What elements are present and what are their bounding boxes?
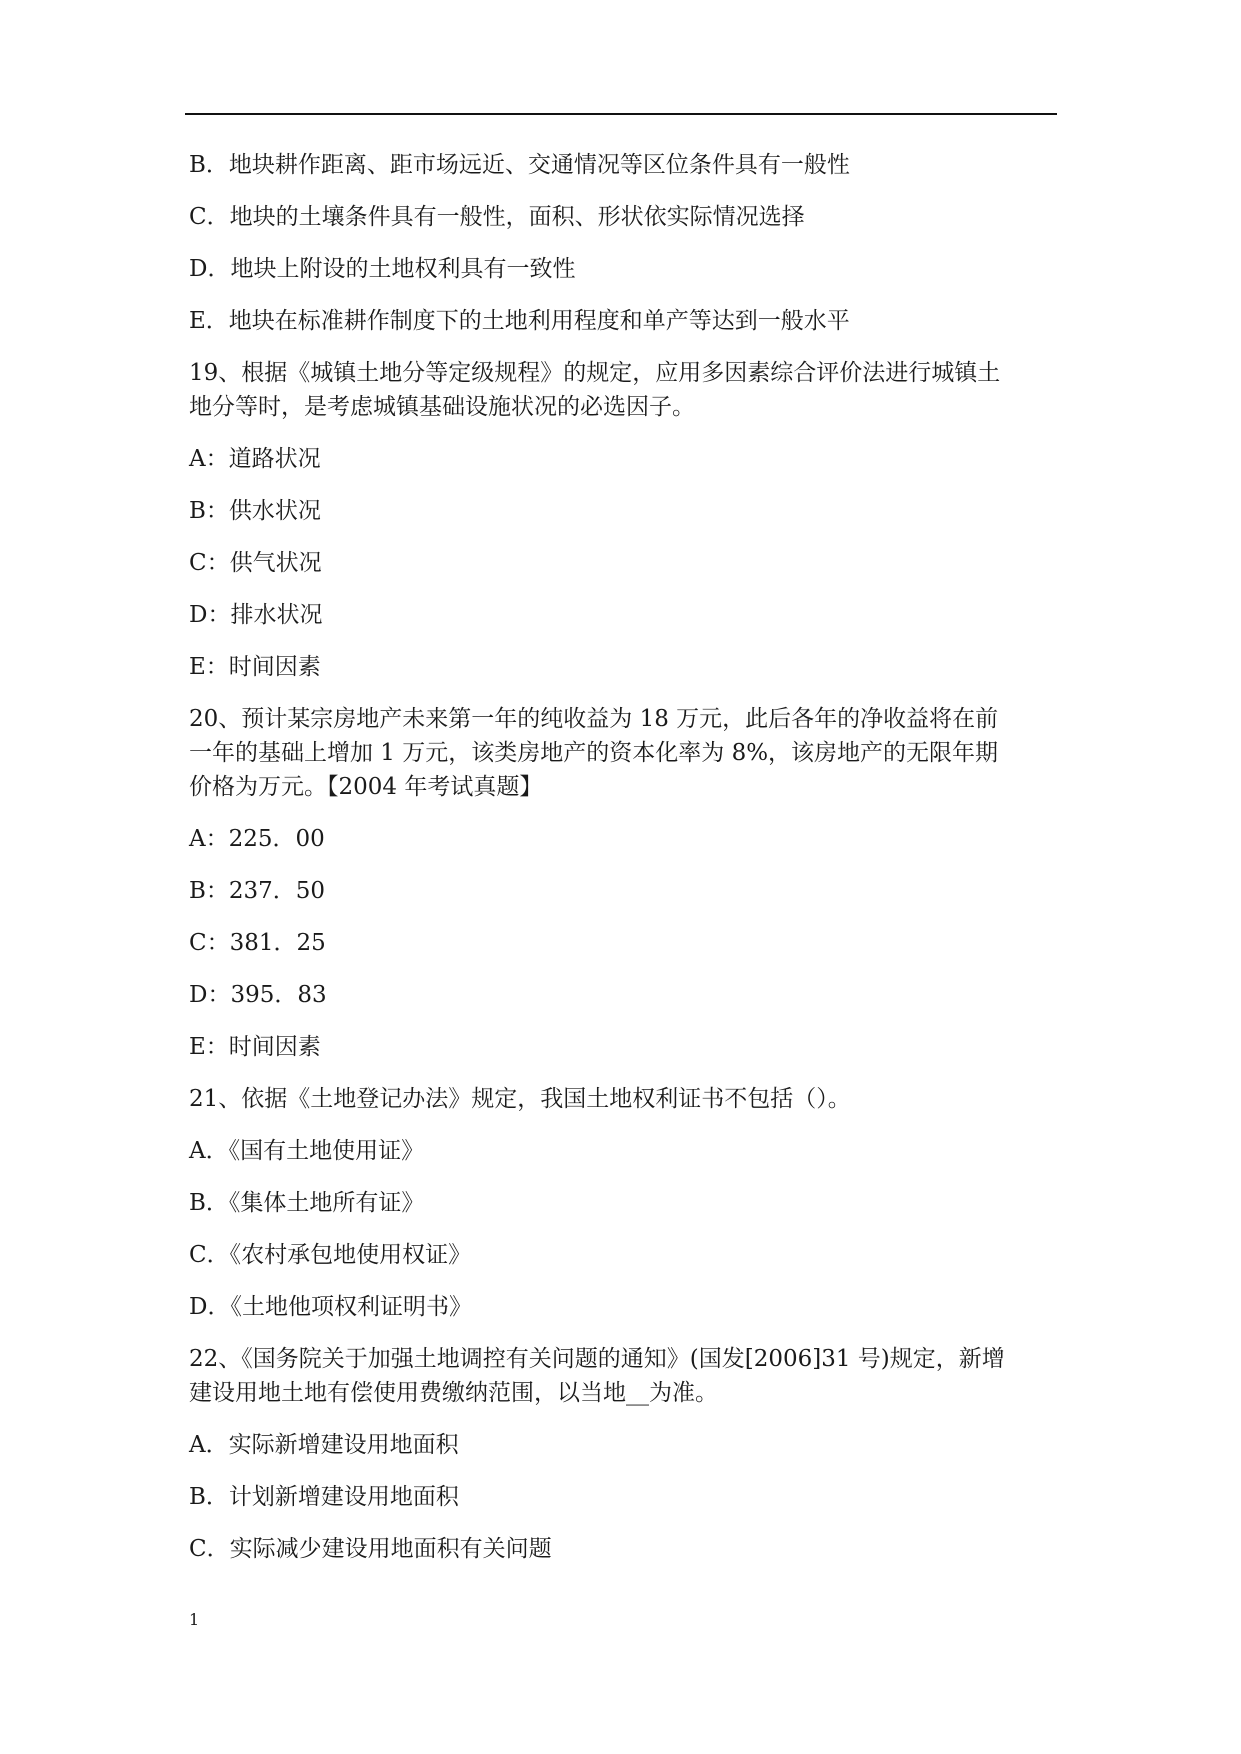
option-line: D：排水状况 [189,602,323,628]
option-line: C．地块的土壤条件具有一般性，面积、形状依实际情况选择 [189,204,805,230]
option-line: D．地块上附设的土地权利具有一致性 [189,256,576,282]
document-body [189,148,1055,1584]
option-line: A．实际新增建设用地面积 [189,1432,459,1458]
header-rule [185,113,1057,115]
question-21: 21、依据《土地登记办法》规定，我国土地权利证书不包括（）。 [189,1086,851,1112]
option-line: A：225．00 [189,826,325,852]
page-number: 1 [189,1610,200,1629]
option-line: E：时间因素 [189,1034,321,1060]
option-line: B：237．50 [189,878,326,904]
option-line: E：时间因素 [189,654,321,680]
option-line: D：395．83 [189,982,327,1008]
option-line: C：381．25 [189,930,326,956]
option-line: B．计划新增建设用地面积 [189,1484,459,1510]
question-22: 22、《国务院关于加强土地调控有关问题的通知》(国发[2006]31 号)规定，新增 建设用地土地有偿使用费缴纳范围，以当地__为准。 [189,1346,1005,1406]
option-line: B：供水状况 [189,498,321,524]
option-line: C．实际减少建设用地面积有关问题 [189,1536,552,1562]
option-line: C．《农村承包地使用权证》 [189,1242,472,1268]
option-line: B．《集体土地所有证》 [189,1190,425,1216]
option-line: D．《土地他项权利证明书》 [189,1294,472,1320]
option-line: B．地块耕作距离、距市场远近、交通情况等区位条件具有一般性 [189,152,850,178]
question-20: 20、预计某宗房地产未来第一年的纯收益为 18 万元，此后各年的净收益将在前 一年的基础上增加 1 万元，该类房地产的资本化率为 8%，该房地产的无限年期 价格为万元。【2004 年考试真题】 [189,706,999,800]
option-line: A：道路状况 [189,446,321,472]
option-line: E．地块在标准耕作制度下的土地利用程度和单产等达到一般水平 [189,308,850,334]
option-line: A．《国有土地使用证》 [189,1138,425,1164]
option-line: C：供气状况 [189,550,322,576]
question-19: 19、根据《城镇土地分等定级规程》的规定，应用多因素综合评价法进行城镇土 地分等时，是考虑城镇基础设施状况的必选因子。 [189,360,1001,420]
